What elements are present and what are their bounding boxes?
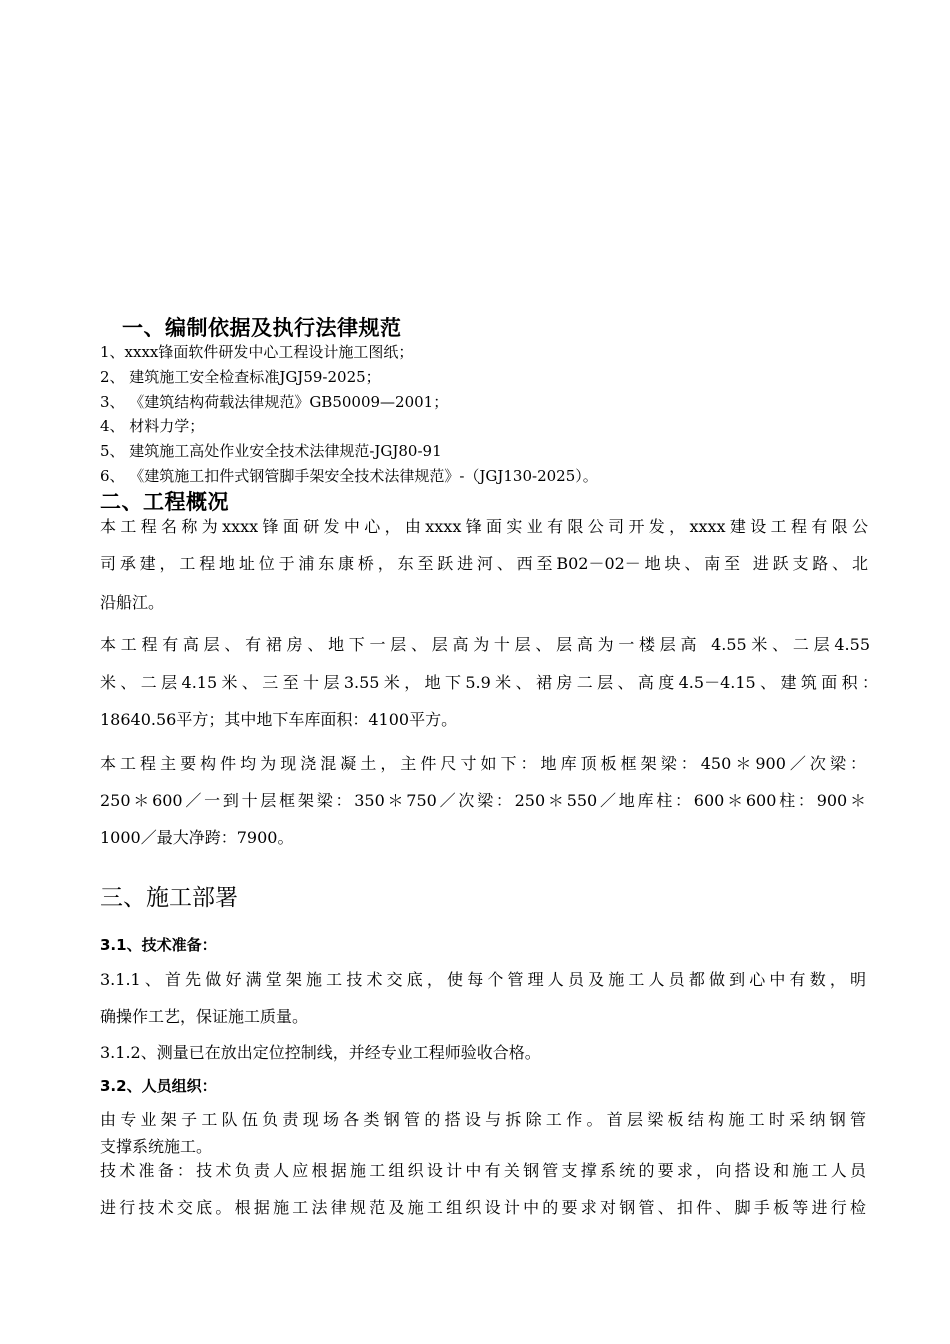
- overview-line: 沿船江。: [100, 593, 165, 612]
- subsection-heading-3-1: 3.1、技术准备：: [100, 936, 217, 954]
- overview-line: 本工程主要构件均为现浇混凝土，主件尺寸如下：地库顶板框架梁：450＊900／次梁：: [100, 754, 866, 773]
- section-heading-3: 三、施工部署: [100, 885, 238, 911]
- reference-item-2: 2、 建筑施工安全检查标准JGJ59-2025；: [100, 368, 381, 386]
- reference-item-6: 6、 《建筑施工扣件式钢管脚手架安全技术法律规范》-（JGJ130-2025）。: [100, 467, 598, 485]
- reference-item-1: 1、xxxx锋面软件研发中心工程设计施工图纸；: [100, 343, 414, 361]
- overview-line: 1000／最大净跨：7900。: [100, 828, 294, 847]
- overview-line: 本工程名称为xxxx锋面研发中心，由xxxx锋面实业有限公司开发，xxxx建设工程有限公: [100, 517, 868, 536]
- reference-item-3: 3、 《建筑结构荷载法律规范》GB50009—2001；: [100, 393, 449, 411]
- deployment-line: 进行技术交底。根据施工法律规范及施工组织设计中的要求对钢管、扣件、脚手板等进行检: [100, 1198, 866, 1217]
- section-heading-2: 二、工程概况: [100, 490, 229, 514]
- overview-line: 米、二层4.15米、三至十层3.55米，地下5.9米、裙房二层、高度4.5－4.15、建筑面积：: [100, 673, 878, 692]
- deployment-line: 3.1.2、测量已在放出定位控制线，并经专业工程师验收合格。: [100, 1043, 541, 1062]
- deployment-line: 3.1.1、首先做好满堂架施工技术交底，使每个管理人员及施工人员都做到心中有数，明: [100, 970, 866, 989]
- section-heading-1: 一、编制依据及执行法律规范: [122, 316, 402, 340]
- overview-line: 司承建，工程地址位于浦东康桥，东至跃进河、西至B02－02－地块、南至 进跃支路、北: [100, 554, 868, 573]
- overview-line: 250＊600／一到十层框架梁：350＊750／次梁：250＊550／地库柱：600＊600柱：900＊: [100, 791, 866, 810]
- deployment-line: 确操作工艺，保证施工质量。: [100, 1007, 309, 1026]
- overview-line: 18640.56平方；其中地下车库面积：4100平方。: [100, 710, 458, 729]
- overview-line: 本工程有高层、有裙房、地下一层、层高为十层、层高为一楼层高 4.55米、二层4.55: [100, 635, 870, 654]
- deployment-line: 技术准备：技术负责人应根据施工组织设计中有关钢管支撑系统的要求，向搭设和施工人员: [100, 1161, 866, 1180]
- reference-item-5: 5、 建筑施工高处作业安全技术法律规范-JGJ80-91: [100, 442, 442, 460]
- deployment-line: 支撑系统施工。: [100, 1137, 213, 1156]
- reference-item-4: 4、 材料力学；: [100, 417, 205, 435]
- subsection-heading-3-2: 3.2、人员组织：: [100, 1077, 217, 1095]
- deployment-line: 由专业架子工队伍负责现场各类钢管的搭设与拆除工作。首层梁板结构施工时采纳钢管: [100, 1110, 866, 1129]
